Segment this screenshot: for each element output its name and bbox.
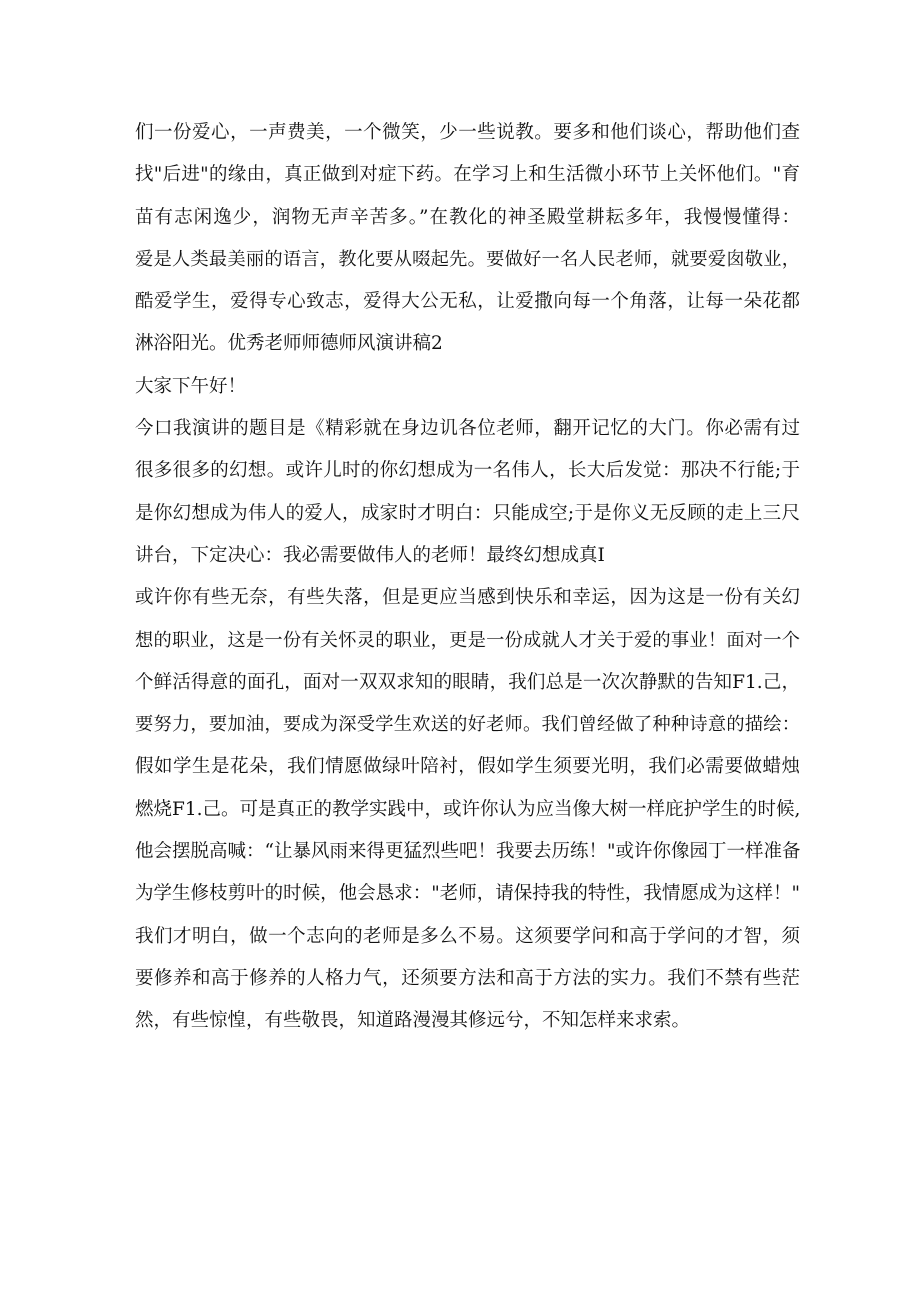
text-line: 要修养和高于修养的人格力气，还须要方法和高于方法的实力。我们不禁有些茫: [135, 967, 800, 989]
text-line: 淋浴阳光。优秀老师师德师风演讲稿2: [135, 333, 443, 355]
greeting-line: 大家下午好！: [135, 375, 247, 397]
text-line: 燃烧F1.己。可是真正的教学实践中，或许你认为应当像大树一样庇护学生的时候,: [135, 798, 801, 820]
text-line: 讲台，下定决心：我必需要做伟人的老师！最终幻想成真I: [135, 544, 605, 566]
text-line: 想的职业，这是一份有关怀灵的职业，更是一份成就人才关于爱的事业！面对一个: [135, 629, 800, 651]
text-line: 个鲜活得意的面孔，面对一双双求知的眼睛，我们总是一次次静默的告知F1.己，: [135, 671, 800, 693]
text-line: 他会摆脱高喊：“让暴风雨来得更猛烈些吧！我要去历练！"或许你像园丁一样准备: [135, 841, 801, 863]
text-line: 很多很多的幻想。或许儿时的你幻想成为一名伟人，长大后发觉：那决不行能;于: [135, 460, 800, 482]
text-line: 是你幻想成为伟人的爱人，成家时才明白：只能成空;于是你义无反顾的走上三尺: [135, 502, 800, 524]
text-line: 找"后进"的缘由，真正做到对症下药。在学习上和生活微小环节上关怀他们。"育: [135, 164, 800, 186]
text-line: 假如学生是花朵，我们情愿做绿叶陪衬，假如学生须要光明，我们必需要做蜡烛: [135, 756, 800, 778]
document-text-body: [135, 112, 800, 1043]
text-line: 然，有些惊惶，有些敬畏，知道路漫漫其修远兮，不知怎样来求索。: [135, 1010, 691, 1032]
text-line: 要努力，要加油，要成为深受学生欢送的好老师。我们曾经做了种种诗意的描绘：: [135, 714, 800, 736]
text-line: 爱是人类最美丽的语言，教化要从啜起先。要做好一名人民老师，就要爱囱敬业，: [135, 248, 800, 270]
text-line: 酷爱学生，爱得专心致志，爱得大公无私，让爱撒向每一个角落，让每一朵花都: [135, 291, 800, 313]
text-line: 今口我演讲的题目是《精彩就在身边讥各位老师，翻开记忆的大门。你必需有过: [135, 418, 800, 440]
text-line: 苗有志闲逸少，润物无声辛苦多。”在教化的神圣殿堂耕耘多年，我慢慢懂得：: [135, 206, 800, 228]
text-line: 为学生修枝剪叶的时候，他会恳求："老师，请保持我的特性，我情愿成为这样！": [135, 883, 800, 905]
text-line: 们一份爱心，一声费美，一个微笑，少一些说教。要多和他们谈心，帮助他们查: [135, 122, 800, 143]
text-line: 或许你有些无奈，有些失落，但是更应当感到快乐和幸运，因为这是一份有关幻: [135, 587, 800, 609]
text-line: 我们才明白，做一个志向的老师是多么不易。这须要学问和高于学问的才智，须: [135, 925, 800, 947]
